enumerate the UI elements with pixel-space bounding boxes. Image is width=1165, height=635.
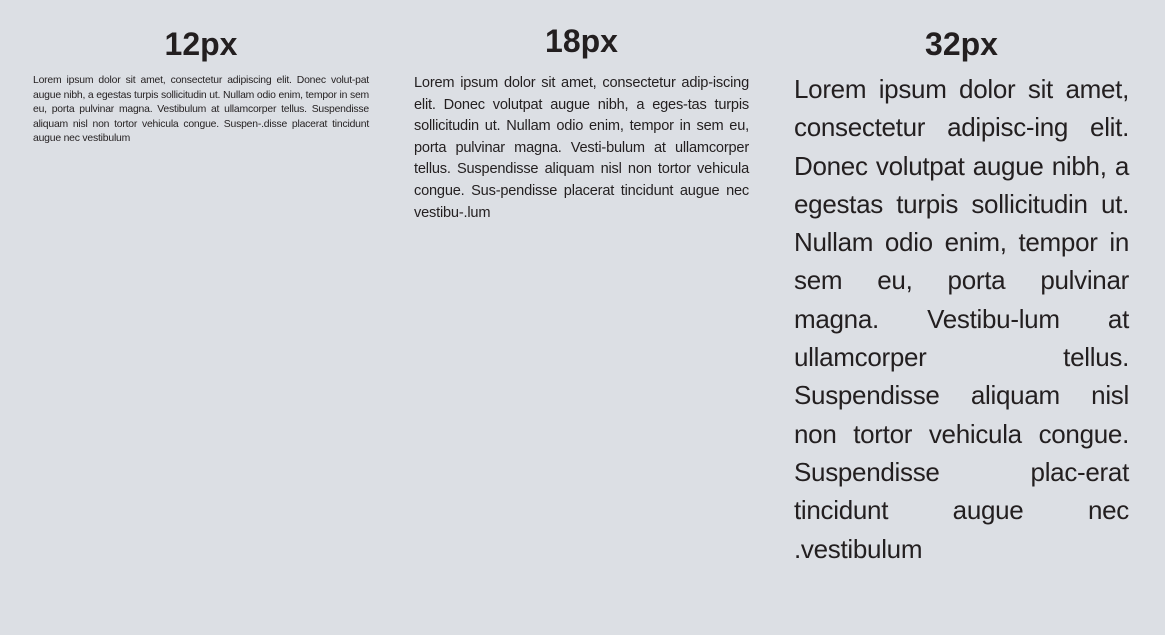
sample-paragraph: Lorem ipsum dolor sit amet, consectetur adipiscing elit. Donec volut-pat augue nibh, a egestas turpis sollicitudin ut. Nullam odio enim, tempor in sem eu, porta pulvinar magna. Vestibulum at ullamcorper tellus. Suspendisse aliquam nisl non tortor vehicula congue. Suspen-.disse placerat tincidunt augue nec vestibulum (33, 75, 369, 144)
font-size-sample-32px (794, 0, 1129, 568)
sample-paragraph: Lorem ipsum dolor sit amet, consectetur adip-iscing elit. Donec volutpat augue nibh, a eges-tas turpis sollicitudin ut. Nullam odio enim, tempor in sem eu, porta pulvinar magna. Vesti-bulum at ullamcorper tellus. Suspendisse aliquam nisl non tortor vehicula congue. Sus-pendisse placerat tincidunt augue nec vestibu-.lum (414, 75, 749, 221)
font-size-sample-12px (33, 0, 369, 147)
sample-heading: 32px (925, 26, 998, 62)
sample-paragraph: Lorem ipsum dolor sit amet, consectetur adipisc-ing elit. Donec volutpat augue nibh, a egestas turpis sollicitudin ut. Nullam odio enim, tempor in sem eu, porta pulvinar magna. Vestibu-lum at ullamcorper tellus. Suspendisse aliquam nisl non tortor vehicula congue. Suspendisse plac-erat tincidunt augue nec .vestibulum (794, 74, 1129, 564)
sample-heading: 12px (164, 26, 238, 62)
sample-heading: 18px (545, 23, 618, 59)
font-size-sample-18px (414, 0, 749, 224)
